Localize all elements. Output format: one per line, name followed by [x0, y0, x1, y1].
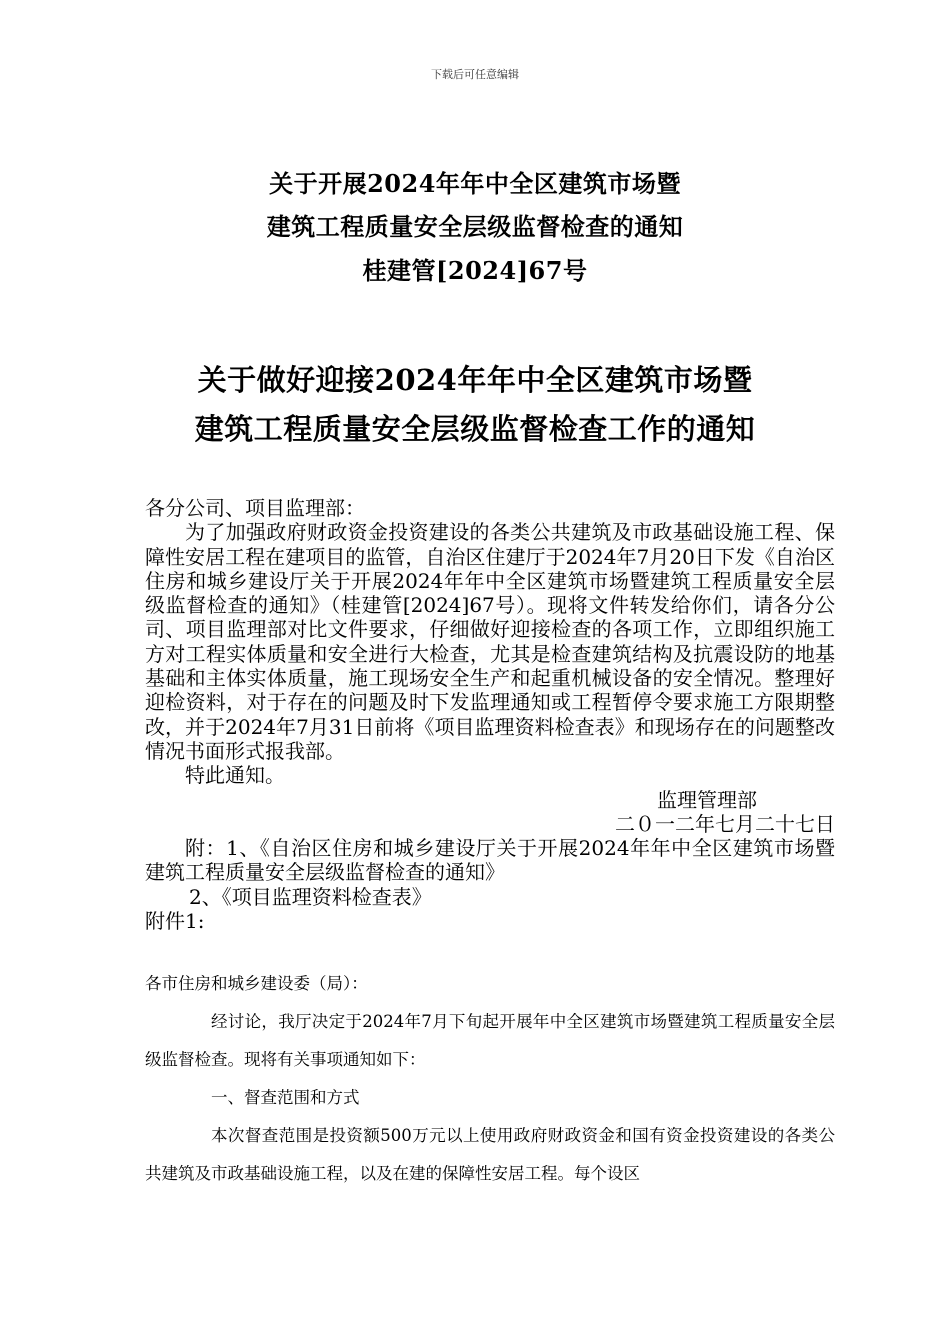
closing: 特此通知。: [185, 763, 285, 788]
main-paragraph: 为了加强政府财政资金投资建设的各类公共建筑及市政基础设施工程、保障性安居工程在建项目的监管，自治区住建厅于2024年7月20日下发《自治区住房和城乡建设厅关于开展2024年年中全区建筑市场暨建筑工程质量安全层级监督检查的通知》（桂建管[2024]67号）。现将文件转发给你们，请各分公司、项目监理部对比文件要求，仔细做好迎接检查的各项工作，立即组织施工方对工程实体质量和安全进行大检查，尤其是检查建筑结构及抗震设防的地基基础和主体实体质量，施工现场安全生产和起重机械设备的安全情况。整理好迎检资料，对于存在的问题及时下发监理通知或工程暂停令要求施工方限期整改，并于2024年7月31日前将《项目监理资料检查表》和现场存在的问题整改情况书面形式报我部。: [145, 520, 835, 763]
section-1-heading: 一、督查范围和方式: [211, 1088, 360, 1107]
notice1-doc-number: 桂建管[2024]67号: [362, 256, 588, 285]
attachment-paragraph-1: 经讨论，我厅决定于2024年7月下旬起开展年中全区建筑市场暨建筑工程质量安全层级监督检查。现将有关事项通知如下：: [145, 1012, 835, 1069]
header-note: 下载后可任意编辑: [431, 68, 519, 81]
notice2-title-line1: 关于做好迎接2024年年中全区建筑市场暨: [197, 363, 753, 397]
attachment-salutation: 各市住房和城乡建设委（局）：: [145, 974, 368, 993]
attachment-2: 2、《项目监理资料检查表》: [189, 884, 432, 909]
attachment-label: 附件1:: [145, 909, 205, 934]
notice1-title-line2: 建筑工程质量安全层级监督检查的通知: [266, 212, 684, 241]
salutation: 各分公司、项目监理部：: [145, 496, 365, 520]
attachment-1: 附：1、《自治区住房和城乡建设厅关于开展2024年年中全区建筑市场暨建筑工程质量安全层级监督检查的通知》: [145, 836, 835, 885]
signature-org: 监理管理部: [657, 787, 757, 812]
notice2-title-line2: 建筑工程质量安全层级监督检查工作的通知: [194, 412, 756, 446]
attachment-document: [145, 971, 835, 1193]
notice-body: [145, 496, 835, 933]
attachment-paragraph-2: 本次督查范围是投资额500万元以上使用政府财政资金和国有资金投资建设的各类公共建筑及市政基础设施工程，以及在建的保障性安居工程。每个设区: [145, 1126, 835, 1183]
signature-date: 二０一二年七月二十七日: [615, 811, 835, 836]
notice1-title-line1: 关于开展2024年年中全区建筑市场暨: [269, 169, 681, 198]
